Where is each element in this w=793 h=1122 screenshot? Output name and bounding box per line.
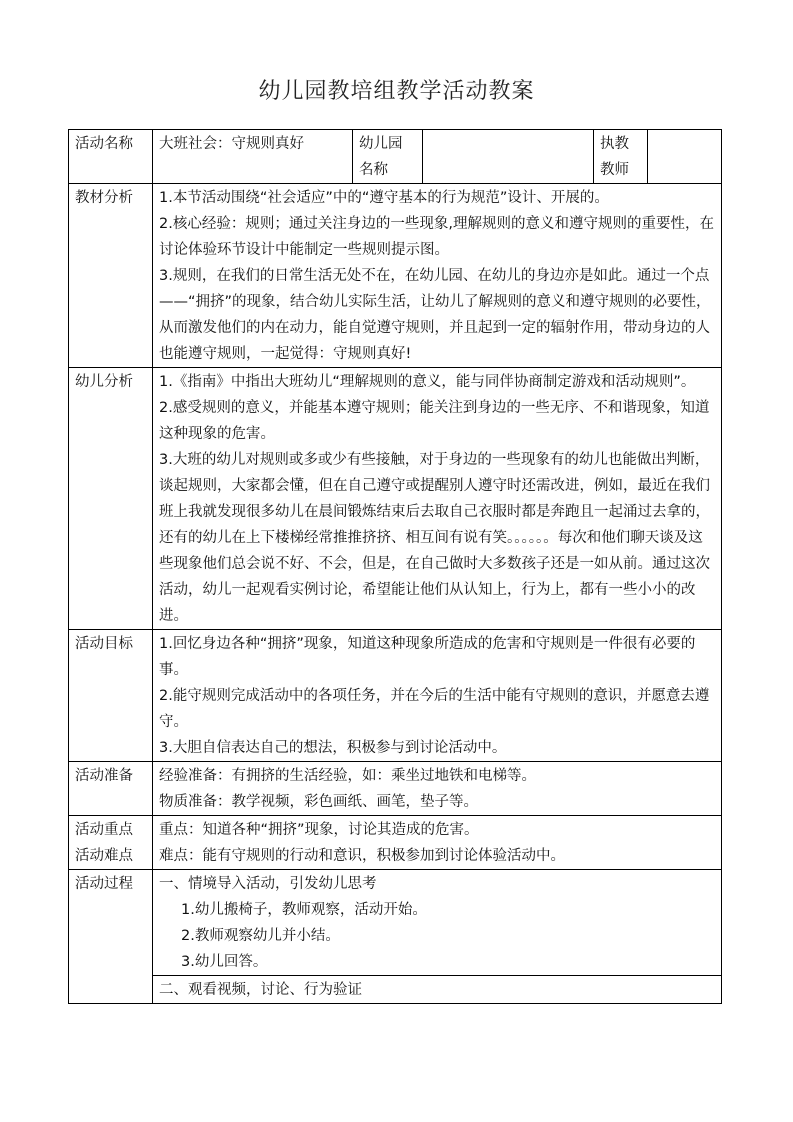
paragraph: 1.《指南》中指出大班幼儿“理解规则的意义，能与同伴协商制定游戏和活动规则”。 [159,374,696,390]
step-title: 二、观看视频，讨论、行为验证 [159,982,362,998]
activity-process-step1 [153,870,722,976]
step-item: 1.幼儿搬椅子，教师观察，活动开始。 [181,902,427,918]
teacher-label: 执教教师 [594,130,648,184]
activity-goals-content [153,630,722,762]
paragraph: 1.回忆身边各种“拥挤”现象，知道这种现象所造成的危害和守规则是一件很有必要的事。 [159,636,696,678]
document-title: 幼儿园教培组教学活动教案 [258,79,535,104]
children-analysis-label: 幼儿分析 [69,368,153,630]
activity-goals-label: 活动目标 [69,630,153,762]
activity-process-row [69,870,722,976]
material-analysis-row [69,184,722,368]
activity-name-label: 活动名称 [69,130,153,184]
material-analysis-label: 教材分析 [69,184,153,368]
activity-preparation-content [153,762,722,816]
activity-process-step2 [153,976,722,1004]
paragraph: 3.大胆自信表达自己的想法，积极参与到讨论活动中。 [159,740,507,756]
lesson-plan-table [68,129,722,1004]
paragraph: 2.感受规则的意义，并能基本遵守规则；能关注到身边的一些无序、不和谐现象，知道这种现象的危害。 [159,400,710,442]
activity-preparation-row [69,762,722,816]
focus-difficulty-content [153,816,722,870]
paragraph: 物质准备：教学视频，彩色画纸、画笔，垫子等。 [159,794,478,810]
activity-process-row-2 [69,976,722,1004]
material-analysis-content [153,184,722,368]
children-analysis-row [69,368,722,630]
paragraph: 2.核心经验：规则；通过关注身边的一些现象,理解规则的意义和遵守规则的重要性，在讨论体验环节设计中能制定一些规则提示图。 [159,216,714,258]
key-point-label: 活动重点 [75,822,133,838]
key-point-text: 重点：知道各种“拥挤”现象，讨论其造成的危害。 [159,822,479,838]
header-row [69,130,722,184]
activity-preparation-label: 活动准备 [69,762,153,816]
kindergarten-value [423,130,594,184]
step-item: 2.教师观察幼儿并小结。 [181,928,340,944]
kindergarten-label: 幼儿园名称 [353,130,423,184]
focus-difficulty-row [69,816,722,870]
paragraph: 1.本节活动围绕“社会适应”中的“遵守基本的行为规范”设计、开展的。 [159,190,609,206]
activity-process-label: 活动过程 [69,870,153,1004]
children-analysis-content [153,368,722,630]
paragraph: 3.规则，在我们的日常生活无处不在，在幼儿园、在幼儿的身边亦是如此。通过一个点——“拥挤”的现象，结合幼儿实际生活，让幼儿了解规则的意义和遵守规则的必要性，从而激发他们的内在动力，能自觉遵守规则，并且起到一定的辐射作用，带动身边的人也能遵守规则，一起觉得：守规则真好! [159,268,711,362]
step-title: 一、情境导入活动，引发幼儿思考 [159,876,377,892]
step-item: 3.幼儿回答。 [181,954,268,970]
difficulty-label: 活动难点 [75,848,133,864]
teacher-value [648,130,722,184]
difficulty-text: 难点：能有守规则的行动和意识，积极参加到讨论体验活动中。 [159,848,565,864]
paragraph: 2.能守规则完成活动中的各项任务，并在今后的生活中能有守规则的意识，并愿意去遵守。 [159,688,710,730]
activity-goals-row [69,630,722,762]
paragraph: 经验准备：有拥挤的生活经验，如：乘坐过地铁和电梯等。 [159,768,536,784]
focus-difficulty-label [69,816,153,870]
paragraph: 3.大班的幼儿对规则或多或少有些接触，对于身边的一些现象有的幼儿也能做出判断，谈起规则，大家都会懂，但在自己遵守或提醒别人遵守时还需改进，例如，最近在我们班上我就发现很多幼儿在晨间锻炼结束后去取自己衣服时都是奔跑且一起涌过去拿的，还有的幼儿在上下楼梯经常推推挤挤、相互间有说有笑。。。。。。每次和他们聊天谈及这些现象他们总会说不好、不会，但是，在自己做时大多数孩子还是一如从前。通过这次活动，幼儿一起观看实例讨论，希望能让他们从认知上，行为上，都有一些小小的改进。 [159,452,710,624]
activity-name-value: 大班社会：守规则真好 [153,130,353,184]
